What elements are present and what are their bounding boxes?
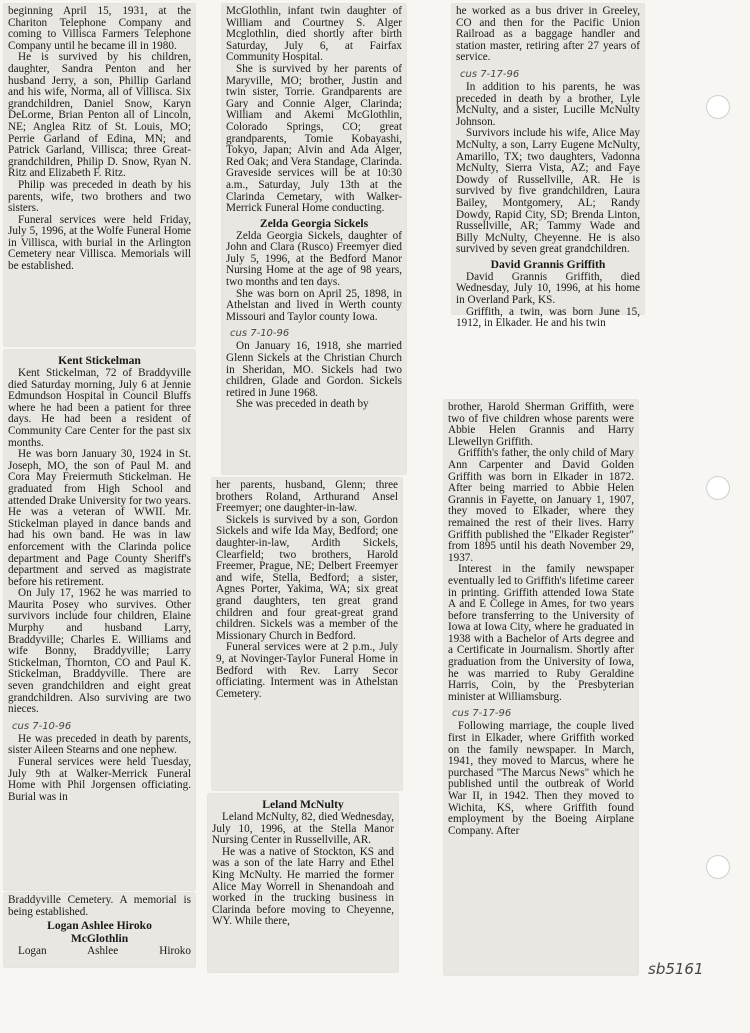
paragraph: Following marriage, the couple lived first in Elkader, where Griffith worked on the family newspaper. In March, 1941, they moved to Marcus, where he purchased "The Marcus News" which he published until the outbreak of World War II, in 1942. Then they moved to Wichita, KS, where Griffith found employment by the Boeing Airplane Company. After <box>448 720 634 837</box>
clipping-kent-end-logan-start <box>4 893 195 967</box>
handwritten-date-note: cus 7-10-96 <box>12 720 72 732</box>
punch-hole-middle <box>706 476 730 500</box>
paragraph: beginning April 15, 1931, at the Chariton Telephone Company and coming to Villisca Farmers Telephone Company until he became ill in 1980. <box>8 5 191 52</box>
punch-hole-top <box>706 95 730 119</box>
paragraph: McGlothlin, infant twin daughter of William and Courtney S. Alger Mcglothlin, died shortly after birth Saturday, July 6, at Fairfax Community Hospital. <box>226 5 402 64</box>
paragraph: Funeral services were held Friday, July 5, 1996, at the Wolfe Funeral Home in Villisca, with burial in the Arlington Cemetery near Villisca. Memorials will be established. <box>8 213 191 273</box>
clipping-zelda-cont <box>212 478 402 790</box>
paragraph: Survivors include his wife, Alice May McNulty, a son, Larry Eugene McNulty, Amarillo, TX; two daughters, Vadonna McNulty, Sierra Vista, AZ; and Faye Dowdy of Russellville, AR. He is survived by five grandchildren, Laura Bailey, Montgomery, AL; Randy Dowdy, Rapid City, SD; Brenda Linton, Russellville, AR; Tammy Wade and Billy McNulty, Cheyenne. He is also survived by seven great grandchildren. <box>456 127 640 256</box>
handwritten-date-note: cus 7-17-96 <box>452 708 512 720</box>
paragraph: Sickels is survived by a son, Gordon Sickels and wife Ida May, Bedford; one daughter-in-law, Ardith Sickels, Clearfield; two brothers, Harold Freemer, Prague, NE; Delbert Freemyer and wife, Stella, Bedford; a sister, Agnes Porter, Yakima, WA; six great grand daughters, ten great grand children and four great-great grand children. Sickels was a member of the Missionary Church in Bedford. <box>216 513 398 642</box>
paragraph: Leland McNulty, 82, died Wednesday, July 10, 1996, at the Stella Manor Nursing Center in Russellville, AR. <box>212 811 394 847</box>
punch-hole-bottom <box>706 855 730 879</box>
obituary-heading: McGlothlin <box>70 932 129 946</box>
handwritten-date-note: cus 7-10-96 <box>230 328 290 340</box>
paragraph: On January 16, 1918, she married Glenn Sickels at the Christian Church in Sheridan, MO. Sickels had two children, Glade and Gordon. Sickels retired in June 1968. <box>226 340 402 399</box>
paragraph: Kent Stickelman, 72 of Braddyville died Saturday morning, July 6 at Jennie Edmundson Hospital in Council Bluffs where he had been a patient for three days. He had been a resident of Community Care Center for the past six months. <box>8 367 191 449</box>
paragraph: On July 17, 1962 he was married to Maurita Posey who survives. Other survivors include four children, Elaine Murphy and husband Larry, Braddyville; Charles E. Williams and wife Bonny, Braddyville; Larry Stickelman, Thornton, CO and Paul K. Stickelman, Braddyville. There are seven grandchildren and eight great grandchildren. Also surviving are two nieces. <box>8 587 191 716</box>
paragraph: her parents, husband, Glenn; three brothers Roland, Arthurand Ansel Freemyer; one daughter-in-law. <box>216 479 398 515</box>
paragraph: Zelda Georgia Sickels, daughter of John and Clara (Rusco) Freemyer died July 5, 1996, at the Bedford Manor Nursing Home at the age of 98 years, two months and ten days. <box>226 229 402 289</box>
paragraph: Griffith's father, the only child of Mary Ann Carpenter and David Golden Griffith was born in Elkader in 1872. After being married to Abbie Helen Grannis in Fayette, on January 1, 1907, they moved to Elkader, where they remained the rest of their lives. Harry Griffith published the "Elkader Register" from 1895 until his death November 29, 1937. <box>448 447 634 564</box>
clipping-kent-stickelman <box>4 350 195 890</box>
paragraph: He was a native of Stockton, KS and was a son of the late Harry and Ethel King McNulty. He married the former Alice May Worrell in Shenandoah and worked in the trucking business in Clarinda before moving to Cheyenne, WY. While there, <box>212 845 394 928</box>
paragraph: She was born on April 25, 1898, in Athelstan and lived in Werth county Missouri and Taylor county Iowa. <box>226 287 402 323</box>
paragraph: Funeral services were at 2 p.m., July 9, at Novinger-Taylor Funeral Home in Bedford with Rev. Larry Secor officiating. Interment was in Athelstan Cemetery. <box>216 641 398 700</box>
paragraph: She was preceded in death by <box>236 398 369 411</box>
paragraph: Logan Ashlee Hiroko <box>18 945 191 958</box>
paragraph: brother, Harold Sherman Griffith, were two of five children whose parents were Abbie Helen Grannis and Harry Llewellyn Griffith. <box>448 401 634 448</box>
paragraph: He was born January 30, 1924 in St. Joseph, MO, the son of Paul M. and Cora May Freiermuth Stickelman. He graduated from High School and attended Drake University for two years. He was a veteran of WWII. Mr. Stickelman played in dance bands and had his own band. He was in law enforcement with the Clarinda police department and Page County Sheriff's department and served as magistrate before his retirement. <box>8 448 191 588</box>
paragraph: In addition to his parents, he was preceded in death by a brother, Lyle McNulty, and a sister, Lucille McNulty Johnson. <box>456 80 640 128</box>
page-mark: sb5161 <box>648 960 704 978</box>
paragraph: Braddyville Cemetery. A memorial is being established. <box>8 894 191 918</box>
clipping-leland-cont <box>452 4 644 330</box>
paragraph: he worked as a bus driver in Greeley, CO and then for the Pacific Union Railroad as a baggage handler and station master, retiring after 27 years of service. <box>456 5 640 64</box>
clipping-david-griffith <box>444 400 638 975</box>
paragraph: Griffith, a twin, was born June 15, 1912, in Elkader. He and his twin <box>456 305 640 330</box>
obituary-heading: Kent Stickelman <box>58 354 141 367</box>
clipping-logan-zelda <box>222 4 406 474</box>
obituary-heading: Logan Ashlee Hiroko <box>47 919 152 933</box>
obituary-heading: Zelda Georgia Sickels <box>259 216 369 230</box>
paragraph: He is survived by his children, daughter, Sandra Penton and her husband Jerry, a son, Phillip Garland and his wife, Norma, all of Villisca. Six grandchildren, Daniel Snow, Karyn DeLorme, Brian Penton all of Lincoln, NE; Anglea Ritz of St. Louis, MO; Perrie Garland of Edina, MN; and Patrick Garland, Villisca; three Great-grandchildren, Philip D. Snow, Ryan N. Ritz and Elizabeth F. Ritz. <box>8 51 191 180</box>
obituary-heading: Leland McNulty <box>262 798 344 811</box>
handwritten-date-note: cus 7-17-96 <box>460 68 520 80</box>
paragraph: Philip was preceded in death by his parents, wife, two brothers and two sisters. <box>8 178 191 215</box>
paragraph: He was preceded in death by parents, sister Aileen Stearns and one nephew. <box>8 732 191 757</box>
obituary-heading: David Grannis Griffith <box>490 257 606 271</box>
paragraph: She is survived by her parents of Maryville, MO; brother, Justin and twin sister, Torrie. Grandparents are Gary and Connie Alger, Clarinda; William and Akemi McGlothlin, Colorado Springs, CO; great grandparents, Tomie Kobayashi, Tokyo, Japan; Alvin and Ada Alger, Red Oak; and Vera Standage, Clarinda. Graveside services will be at 10:30 a.m., Saturday, July 13th at the Clarinda Cemetary, with Walker-Merrick Funeral Home conducting. <box>226 62 402 215</box>
clipping-leland-mcnulty <box>208 794 398 972</box>
clipping-philip-end <box>4 4 195 346</box>
paragraph: Funeral services were held Tuesday, July 9th at Walker-Merrick Funeral Home with Phil Jorgensen officiating. Burial was in <box>8 756 191 803</box>
paragraph: Interest in the family newspaper eventually led to Griffith's lifetime career in printing. Griffith attended Iowa State A and E College in Ames, for two years before transferring to the University of Iowa at Iowa City, where he graduated in 1938 with a Bachelor of Arts degree and a Certificate in Journalism. Shortly after graduation from the University of Iowa, he was married to Ruby Geraldine Harris, Coin, by the Presbyterian minister at Williamsburg. <box>448 563 634 703</box>
paragraph: David Grannis Griffith, died Wednesday, July 10, 1996, at his home in Overland Park, KS. <box>456 270 640 307</box>
